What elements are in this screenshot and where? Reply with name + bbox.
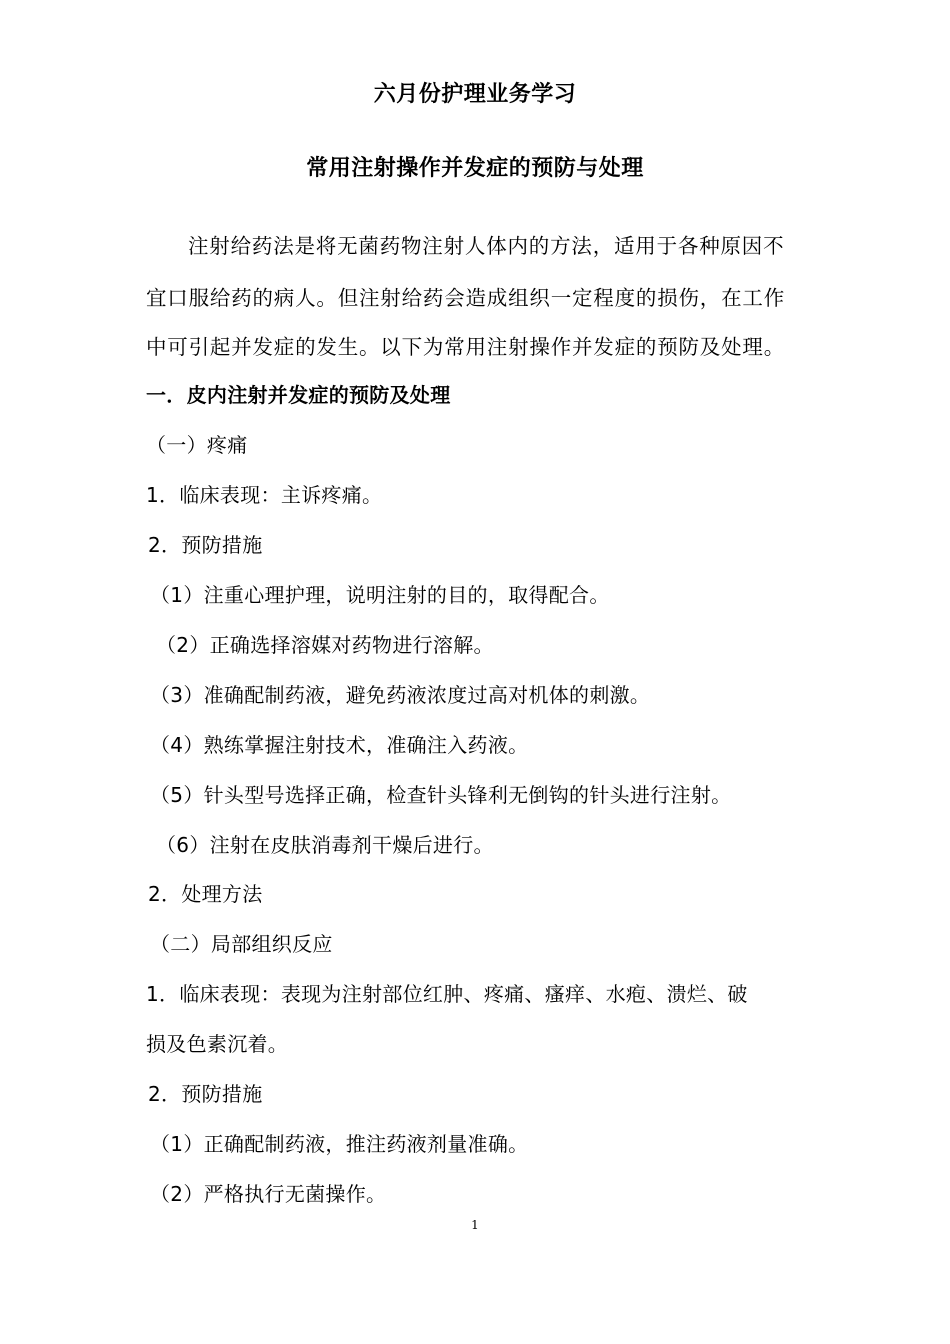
local-reaction-prevention-item-1: （1）正确配制药液，推注药液剂量准确。 (150, 1132, 529, 1156)
local-reaction-clinical-line-1: 1．临床表现：表现为注射部位红肿、疼痛、瘙痒、水疱、溃烂、破 (146, 982, 748, 1006)
document-subtitle: 常用注射操作并发症的预防与处理 (306, 156, 644, 181)
page-number: 1 (471, 1218, 479, 1232)
local-reaction-clinical-line-2: 损及色素沉着。 (146, 1032, 289, 1056)
pain-clinical: 1．临床表现：主诉疼痛。 (146, 483, 383, 507)
subsection-heading-pain: （一）疼痛 (146, 433, 248, 457)
subsection-heading-local-reaction: （二）局部组织反应 (150, 932, 333, 956)
local-reaction-prevention-heading: 2．预防措施 (148, 1082, 263, 1106)
pain-prevention-item-5: （5）针头型号选择正确，检查针头锋利无倒钩的针头进行注射。 (150, 783, 732, 807)
pain-prevention-item-1: （1）注重心理护理，说明注射的目的，取得配合。 (150, 583, 610, 607)
intro-line-3: 中可引起并发症的发生。以下为常用注射操作并发症的预防及处理。 (146, 335, 785, 359)
pain-prevention-item-6: （6）注射在皮肤消毒剂干燥后进行。 (156, 833, 494, 857)
pain-treatment-heading: 2．处理方法 (148, 882, 263, 906)
intro-line-1: 注射给药法是将无菌药物注射人体内的方法，适用于各种原因不 (188, 234, 785, 258)
pain-prevention-item-3: （3）准确配制药液，避免药液浓度过高对机体的刺激。 (150, 683, 651, 707)
document-title: 六月份护理业务学习 (373, 82, 577, 107)
pain-prevention-item-4: （4）熟练掌握注射技术，准确注入药液。 (150, 733, 529, 757)
intro-line-2: 宜口服给药的病人。但注射给药会造成组织一定程度的损伤，在工作 (146, 286, 785, 310)
pain-prevention-item-2: （2）正确选择溶媒对药物进行溶解。 (156, 633, 494, 657)
section-heading-1: 一．皮内注射并发症的预防及处理 (146, 383, 451, 407)
local-reaction-prevention-item-2: （2）严格执行无菌操作。 (150, 1182, 387, 1206)
pain-prevention-heading: 2．预防措施 (148, 533, 263, 557)
